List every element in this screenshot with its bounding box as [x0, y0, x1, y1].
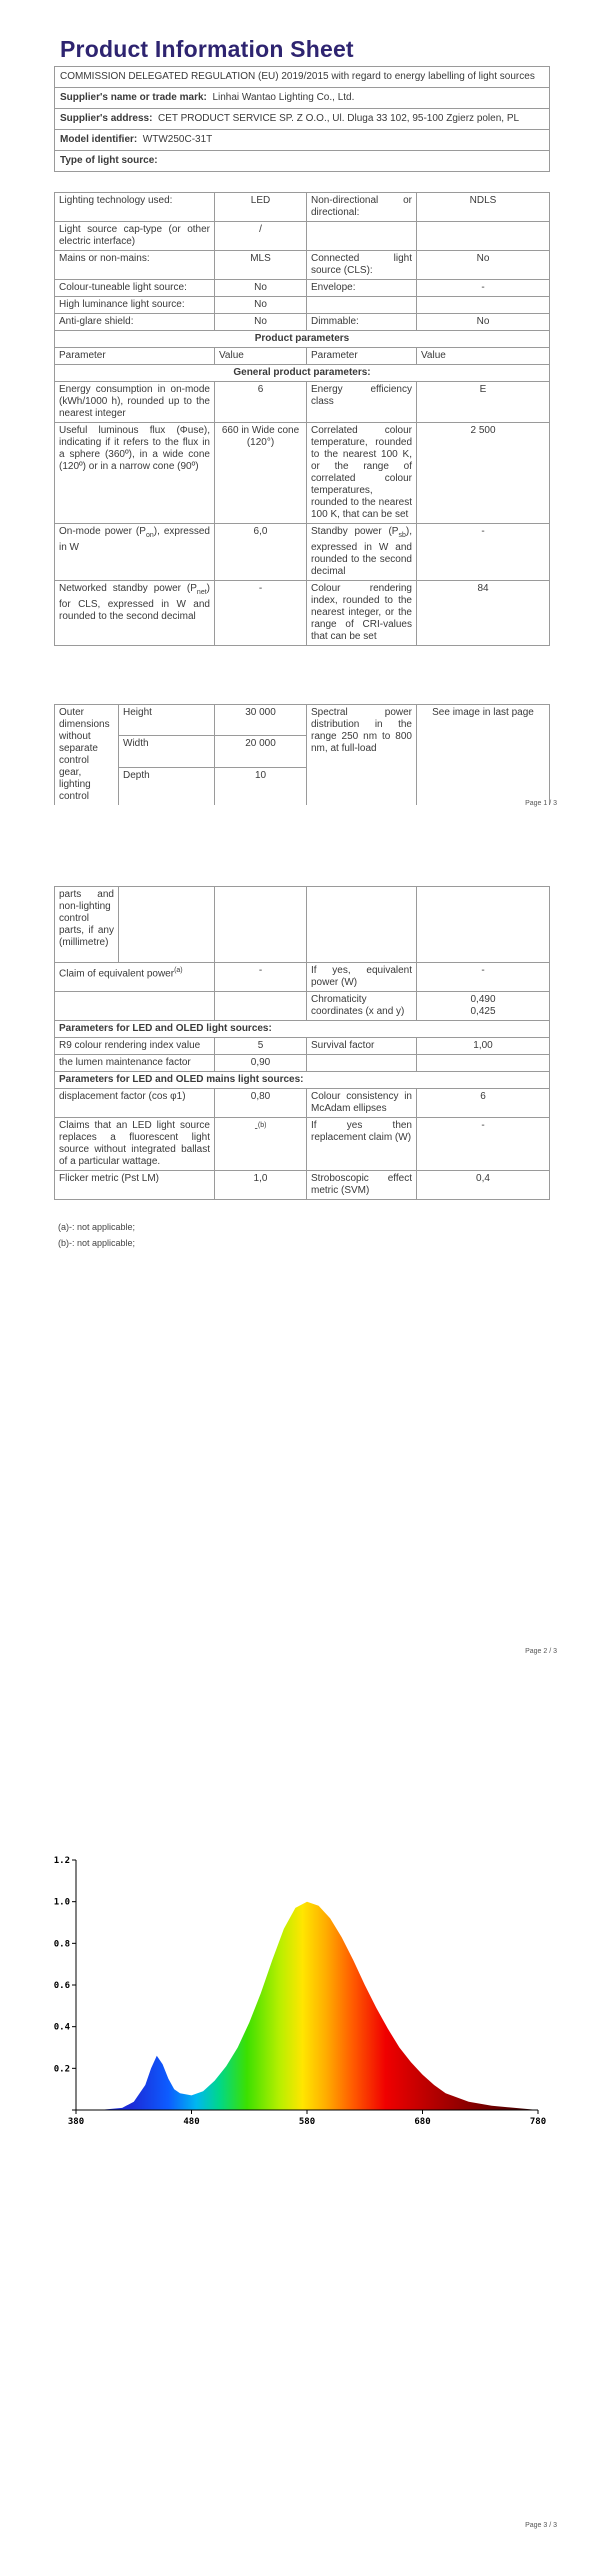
page-footer: Page 1 / 3	[525, 800, 557, 807]
height-value: 30 000	[215, 705, 307, 736]
param-label: Colour consistency in McAdam ellipses	[307, 1089, 417, 1118]
dimensions-table	[54, 704, 550, 805]
equivalent-power-value: -	[417, 963, 550, 992]
claim-value: -	[215, 963, 307, 992]
empty-cell	[119, 887, 215, 963]
product-parameters-header: Product parameters	[55, 331, 550, 348]
dimensions-label-continued: parts and non-lighting control parts, if any (millimetre)	[55, 887, 119, 963]
table-row	[55, 314, 550, 331]
supplier-address: CET PRODUCT SERVICE SP. Z O.O., Ul. Dluga 33 102, 95-100 Zgierz polen, PL	[157, 113, 520, 124]
x-tick-label: 580	[298, 2117, 316, 2127]
param-value: 1,00	[417, 1038, 550, 1055]
spectral-power-chart	[53, 1848, 548, 2130]
param-label: Survival factor	[307, 1038, 417, 1055]
y-tick-label: 0.8	[53, 1939, 70, 1950]
param-label: Anti-glare shield:	[55, 314, 215, 331]
model-row	[55, 130, 550, 151]
param-label: the lumen maintenance factor	[55, 1055, 215, 1072]
dimensions-label: Outer dimensions without separate control gear, lighting control	[55, 705, 119, 806]
chromaticity-value: 0,490 0,425	[417, 992, 550, 1021]
empty-cell	[215, 887, 307, 963]
table-row	[55, 1118, 550, 1171]
equivalent-power-label: If yes, equivalent power (W)	[307, 963, 417, 992]
param-label: Mains or non-mains:	[55, 251, 215, 280]
param-label: Envelope:	[307, 280, 417, 297]
empty-cell	[55, 992, 215, 1021]
col-header-value: Value	[417, 348, 550, 365]
page-footer: Page 3 / 3	[525, 2522, 557, 2529]
param-value: 2 500	[417, 423, 550, 524]
param-value: NDLS	[417, 193, 550, 222]
model-identifier: WTW250C-31T	[142, 134, 213, 145]
param-label: Energy efficiency class	[307, 382, 417, 423]
param-value: /	[215, 222, 307, 251]
table-row	[55, 251, 550, 280]
param-value	[417, 297, 550, 314]
claim-label: Claim of equivalent power$^{(a)}$	[55, 963, 215, 992]
y-tick-label: 1.2	[53, 1856, 70, 1866]
footnote-b: (b)-: not applicable;	[58, 1238, 136, 1248]
param-value: No	[215, 297, 307, 314]
led-params-header: Parameters for LED and OLED light sources:	[55, 1021, 550, 1038]
param-label	[307, 297, 417, 314]
height-label: Height	[119, 705, 215, 736]
param-value: LED	[215, 193, 307, 222]
param-label: Connected light source (CLS):	[307, 251, 417, 280]
param-value	[417, 222, 550, 251]
table-row	[55, 222, 550, 251]
supplier-name: Linhai Wantao Lighting Co., Ltd.	[212, 92, 355, 103]
general-parameters-header: General product parameters:	[55, 365, 550, 382]
spectral-value: See image in last page	[417, 705, 550, 806]
param-value: 84	[417, 581, 550, 646]
param-label: Dimmable:	[307, 314, 417, 331]
param-label	[307, 222, 417, 251]
param-value: -	[417, 524, 550, 581]
param-value: E	[417, 382, 550, 423]
x-tick-label: 480	[183, 2117, 200, 2127]
x-tick-label: 380	[67, 2117, 85, 2127]
main-table-1	[54, 192, 550, 646]
param-value: MLS	[215, 251, 307, 280]
param-label: displacement factor (cos φ1)	[55, 1089, 215, 1118]
led-mains-header: Parameters for LED and OLED mains light sources:	[55, 1072, 550, 1089]
param-value: 6	[215, 382, 307, 423]
param-label: Networked standby power $(P_{net})$ for CLS, expressed in W and rounded to the second decimal	[55, 581, 215, 646]
y-tick-label: 0.4	[53, 2022, 70, 2033]
param-value: 5	[215, 1038, 307, 1055]
table-row	[55, 1055, 550, 1072]
x-tick-label: 780	[529, 2117, 547, 2127]
param-value: No	[417, 314, 550, 331]
param-value: No	[417, 251, 550, 280]
header-table	[54, 66, 550, 172]
param-label: Correlated colour temperature, rounded to the nearest 100 K, or the range of correlated colour temperatures, rounded to the nearest 100 K, that can be set	[307, 423, 417, 524]
param-label: Colour-tuneable light source:	[55, 280, 215, 297]
empty-cell	[307, 887, 417, 963]
param-value	[417, 1055, 550, 1072]
param-value: -	[215, 581, 307, 646]
table-row	[55, 280, 550, 297]
supplier-name-row	[55, 88, 550, 109]
spectrum-area	[76, 1902, 538, 2110]
param-value: 0,80	[215, 1089, 307, 1118]
page-1	[0, 0, 603, 820]
param-label: Standby power $(P_{sb})$, expressed in W and rounded to the second decimal	[307, 524, 417, 581]
col-header-parameter: Parameter	[307, 348, 417, 365]
param-label: Non-directional or directional:	[307, 193, 417, 222]
param-value: -	[417, 280, 550, 297]
param-label: R9 colour rendering index value	[55, 1038, 215, 1055]
param-value: 660 in Wide cone (120°)	[215, 423, 307, 524]
table-row	[55, 1171, 550, 1200]
width-value: 20 000	[215, 736, 307, 767]
param-value: -	[417, 1118, 550, 1171]
regulation-text: COMMISSION DELEGATED REGULATION (EU) 2019/2015 with regard to energy labelling of light sources	[55, 67, 550, 88]
supplier-address-row	[55, 109, 550, 130]
param-value: 0,90	[215, 1055, 307, 1072]
table-row	[55, 193, 550, 222]
table-row	[55, 423, 550, 524]
param-label: Light source cap-type (or other electric interface)	[55, 222, 215, 251]
param-value: 0,4	[417, 1171, 550, 1200]
param-label	[307, 1055, 417, 1072]
col-header-value: Value	[215, 348, 307, 365]
table-row	[55, 581, 550, 646]
param-label: If yes then replacement claim (W)	[307, 1118, 417, 1171]
type-label: Type of light source:	[55, 151, 550, 172]
table-row	[55, 1038, 550, 1055]
width-label: Width	[119, 736, 215, 767]
param-label: On-mode power $(P_{on})$, expressed in W	[55, 524, 215, 581]
param-label: Claims that an LED light source replaces a fluorescent light source without integrated ballast of a particular wattage.	[55, 1118, 215, 1171]
page-title: Product Information Sheet	[60, 36, 354, 62]
param-value: 1,0	[215, 1171, 307, 1200]
param-value: 6,0	[215, 524, 307, 581]
supplier-address-label: Supplier's address:	[60, 113, 153, 124]
supplier-name-label: Supplier's name or trade mark:	[60, 92, 207, 103]
model-label: Model identifier:	[60, 134, 138, 145]
y-tick-label: 1.0	[53, 1897, 70, 1908]
table-row	[55, 382, 550, 423]
page-footer: Page 2 / 3	[525, 1648, 557, 1655]
spectral-label: Spectral power distribution in the range 250 nm to 800 nm, at full-load	[307, 705, 417, 806]
depth-value: 10	[215, 767, 307, 805]
table-row	[55, 1089, 550, 1118]
depth-label: Depth	[119, 767, 215, 805]
param-label: Stroboscopic effect metric (SVM)	[307, 1171, 417, 1200]
empty-cell	[215, 992, 307, 1021]
param-label: Flicker metric (Pst LM)	[55, 1171, 215, 1200]
footnote-a: (a)-: not applicable;	[58, 1222, 136, 1232]
param-value: -$^{(b)}$	[215, 1118, 307, 1171]
x-tick-label: 680	[414, 2117, 431, 2127]
param-value: No	[215, 314, 307, 331]
param-label: High luminance light source:	[55, 297, 215, 314]
dimensions-continued-table	[54, 886, 550, 1200]
param-value: No	[215, 280, 307, 297]
param-label: Lighting technology used:	[55, 193, 215, 222]
y-tick-label: 0.6	[53, 1981, 70, 1991]
param-label: Useful luminous flux (Φuse), indicating if it refers to the flux in a sphere (360º), in a wide cone (120º) or in a narrow cone (90º)	[55, 423, 215, 524]
y-tick-label: 0.2	[53, 2064, 70, 2075]
empty-cell	[417, 887, 550, 963]
chromaticity-label: Chromaticity coordinates (x and y)	[307, 992, 417, 1021]
param-label: Colour rendering index, rounded to the nearest integer, or the range of CRI-values that can be set	[307, 581, 417, 646]
table-row	[55, 524, 550, 581]
param-label: Energy consumption in on-mode (kWh/1000 h), rounded up to the nearest integer	[55, 382, 215, 423]
col-header-parameter: Parameter	[55, 348, 215, 365]
table-row	[55, 297, 550, 314]
param-value: 6	[417, 1089, 550, 1118]
